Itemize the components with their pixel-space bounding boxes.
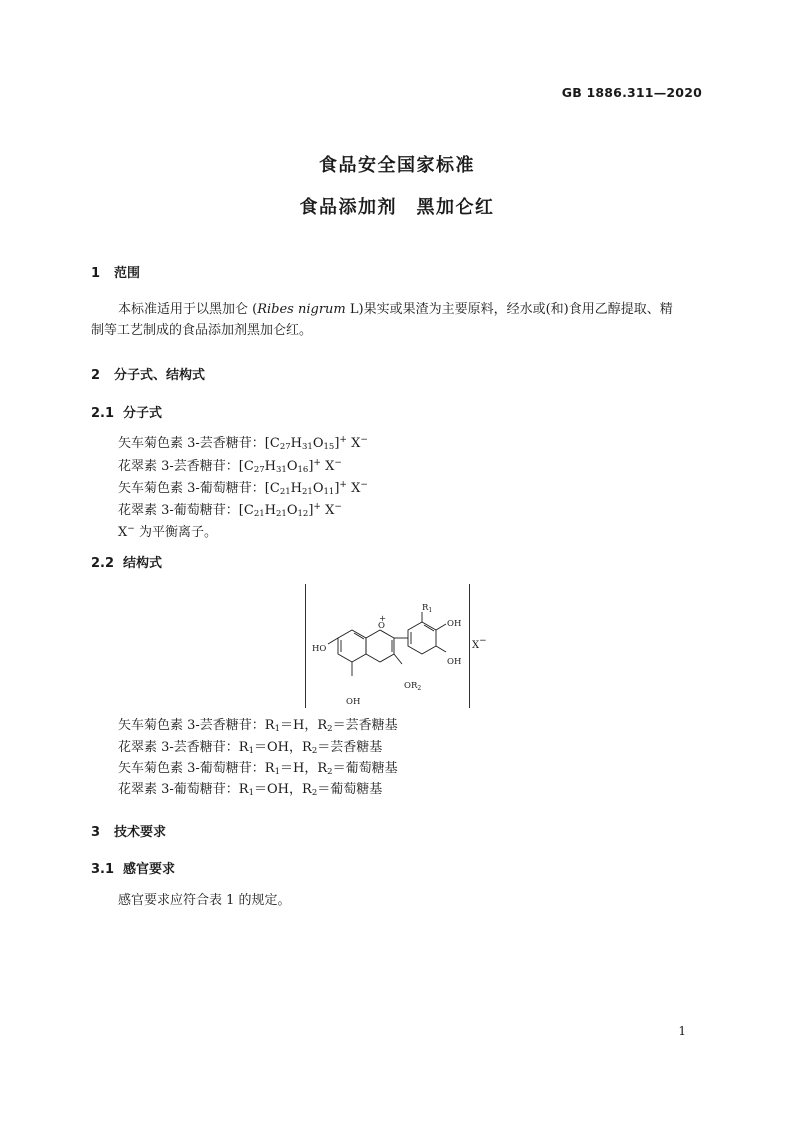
section-title: 分子式、结构式: [114, 368, 206, 383]
section-3-heading: [91, 821, 166, 840]
ho-label: HO: [312, 644, 327, 654]
counter-ion-label: X−: [472, 636, 487, 651]
structural-formula-diagram: [306, 584, 469, 708]
standard-code: GB 1886.311—2020: [561, 85, 702, 100]
section-2-1-heading: [91, 402, 162, 421]
section-number: 2: [91, 368, 101, 383]
section-number: 2.2: [91, 556, 115, 571]
section-title: 分子式: [123, 406, 163, 421]
section-number: 2.1: [91, 406, 115, 421]
page-number: 1: [678, 1024, 686, 1038]
oh-label: OH: [447, 657, 462, 667]
section-title: 结构式: [123, 556, 163, 571]
formula-line: 矢车菊色素 3-芸香糖苷：$[C_{27}H_{31}O_{15}]^+$ X−: [118, 435, 368, 452]
section-number: 3.1: [91, 862, 115, 877]
section-title: 感官要求: [123, 862, 176, 877]
oxonium-o: O: [378, 621, 385, 631]
ring-b: [408, 622, 436, 654]
section-2-2-heading: [91, 552, 162, 571]
latin-name: Ribes nigrum: [257, 302, 346, 317]
section-3-1-heading: [91, 858, 175, 877]
section-title: 范围: [114, 266, 141, 281]
section-2-heading: [91, 364, 205, 383]
formula-line: 矢车菊色素 3-葡萄糖苷：$[C_{21}H_{21}O_{11}]^+$ X−: [118, 480, 368, 497]
document-subtitle: 食品添加剂 黑加仑红: [299, 197, 495, 218]
substituent-line: 矢车菊色素 3-葡萄糖苷：$R_1=H$，$R_2=$葡萄糖基: [118, 761, 398, 777]
scope-paragraph-line2: 制等工艺制成的食品添加剂黑加仑红。: [91, 323, 313, 338]
ring-a: [338, 630, 366, 662]
structure-bracket: [305, 584, 470, 708]
scope-text: L)果实或果渣为主要原料，经水或(和)食用乙醇提取、精: [345, 302, 673, 317]
sensory-paragraph: 感官要求应符合表 1 的规定。: [118, 893, 291, 908]
document-title: 食品安全国家标准: [319, 155, 475, 176]
r1-label: $R_1$: [422, 603, 433, 614]
section-number: 3: [91, 825, 101, 840]
substituent-line: 矢车菊色素 3-芸香糖苷：$R_1=H$，$R_2=$芸香糖基: [118, 718, 398, 734]
oh-label: OH: [346, 697, 361, 707]
formula-line: 花翠素 3-葡萄糖苷：$[C_{21}H_{21}O_{12}]^+$ X−: [118, 502, 342, 519]
formula-line: 花翠素 3-芸香糖苷：$[C_{27}H_{31}O_{16}]^+$ X−: [118, 458, 342, 475]
scope-text: 本标准适用于以黑加仑 (: [118, 302, 258, 317]
section-1-heading: [91, 262, 140, 281]
positive-charge: +: [379, 614, 387, 624]
substituent-line: 花翠素 3-芸香糖苷：$R_1=OH$，$R_2=$芸香糖基: [118, 740, 383, 756]
section-title: 技术要求: [114, 825, 167, 840]
section-number: 1: [91, 266, 101, 281]
counter-ion-note: X− 为平衡离子。: [118, 524, 217, 540]
or2-label: $OR_2$: [404, 681, 422, 692]
ring-c: [366, 630, 394, 662]
scope-paragraph-line1: [118, 299, 673, 321]
substituent-line: 花翠素 3-葡萄糖苷：$R_1=OH$，$R_2=$葡萄糖基: [118, 782, 383, 798]
oh-label: OH: [447, 619, 462, 629]
